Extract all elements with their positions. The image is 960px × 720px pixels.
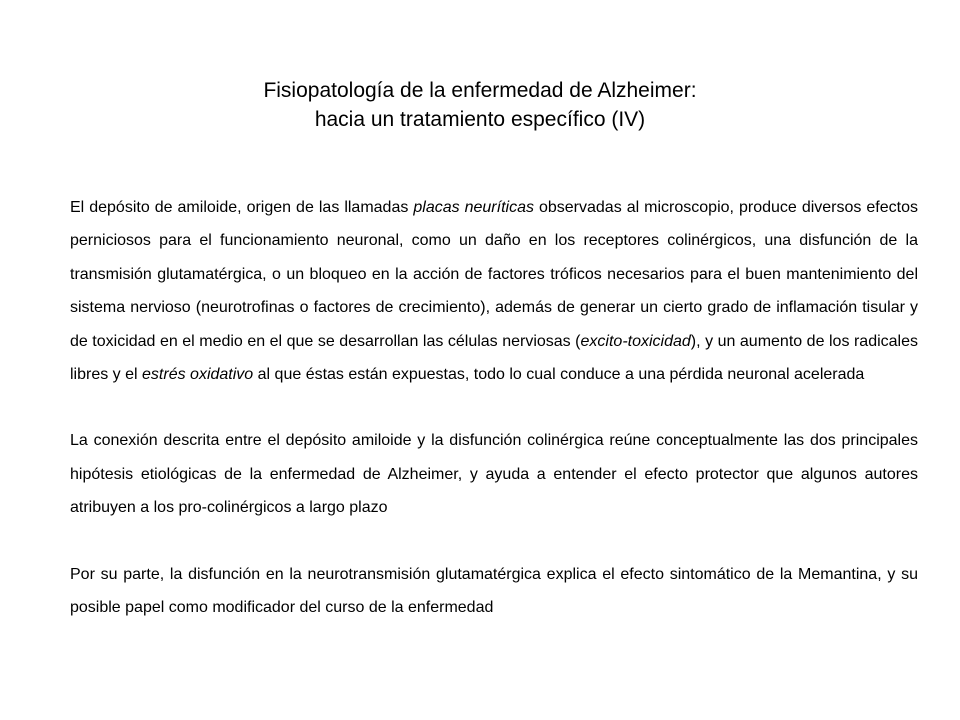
paragraph-memantine: Por su parte, la disfunción en la neurotransmisión glutamatérgica explica el efecto sintomático de la Memantina, y su posible papel como modificador del curso de la enfermedad [70, 565, 918, 617]
title-line-2: hacia un tratamiento específico (IV) [314, 108, 646, 131]
slide-body [70, 191, 918, 624]
emphasis-excito-toxicidad: excito-toxicidad [580, 332, 691, 350]
emphasis-placas-neuriticas: placas neuríticas [413, 199, 534, 216]
emphasis-estres-oxidativo: estrés oxidativo [142, 366, 254, 384]
slide-title [140, 76, 820, 134]
paragraph-amyloid-text-2: observadas al microscopio, produce diversos efectos perniciosos para el funcionamiento neuronal, como un daño en los receptores colinérgicos, una disfunción de la transmisión glutamatérgica, o un bloqueo en la acción de factores tróficos necesarios para el buen mantenimiento del sistema nervioso (neurotrofinas o factores de crecimiento), además de generar un cierto grado de inflamación tisular y de toxicidad en el medio en el que se desarrollan las células nerviosas ( [70, 199, 918, 350]
paragraph-amyloid-text-1: El depósito de amiloide, origen de las llamadas [70, 199, 414, 216]
paragraph-amyloid-text-4: al que éstas están expuestas, todo lo cual conduce a una pérdida neuronal acelerada [253, 366, 865, 384]
title-line-1: Fisiopatología de la enfermedad de Alzheimer: [263, 79, 697, 102]
paragraph-amyloid-text-3: ), y un aumento de los radicales libres y el [70, 332, 918, 384]
paragraph-amyloid [70, 191, 918, 391]
paragraph-cholinergic: La conexión descrita entre el depósito amiloide y la disfunción colinérgica reúne conceptualmente las dos principales hipótesis etiológicas de la enfermedad de Alzheimer, y ayuda a entender el efecto protector que algunos autores atribuyen a los pro-colinérgicos a largo plazo [70, 432, 918, 517]
